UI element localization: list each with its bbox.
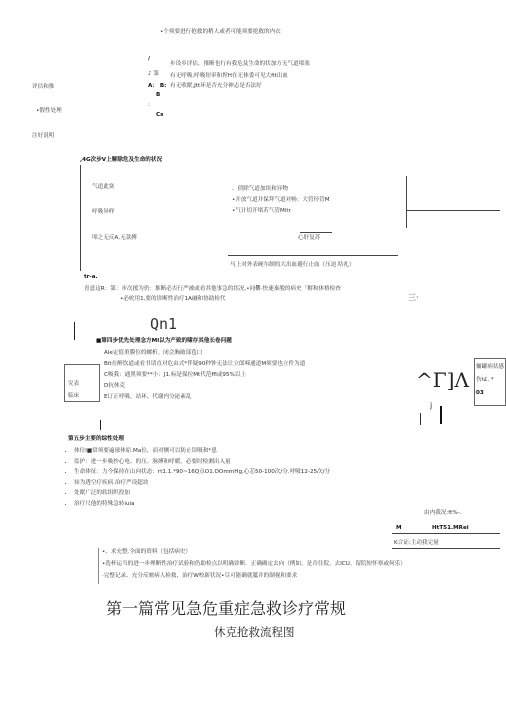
right-note-3: K合证:主动我完量 [394, 540, 439, 546]
footer-title: 第一篇常见急危重症急救诊疗常规 [106, 599, 347, 618]
airway-bottom: 马上对外表硬尔制的大出血避行止血（压迫.咭扎） [230, 262, 355, 268]
step3-line1: 青意这R：第：步次援为仍：推断必否行严被或看其他事急的状况,•同爨·快速秦脱的病史「解和体格检查 [84, 286, 341, 292]
step2-title: ,4G次步V上解除危及生命的状况 [80, 157, 163, 163]
step1-b-label: B [156, 92, 161, 98]
left-treat: •假性处理 [36, 108, 62, 114]
airway-left3: 叩之无反A,无款搏 [92, 235, 137, 241]
step5-list [60, 446, 330, 509]
step5-item: • 知为透空疗疾病.治疗严设超块 [74, 478, 330, 489]
step1-colon: : [148, 102, 150, 108]
right-note-1: 由内我况:ft%-. [424, 510, 462, 516]
ellipsis-mark: 三· [408, 293, 419, 302]
airway-right-arrow [406, 210, 500, 211]
left-sidebar-tick [100, 420, 101, 430]
right-note-rule [392, 533, 500, 534]
right-j: j [430, 401, 433, 410]
step4-item2: Bit在醉饮道或看书请直对危由式*伴疑90秒钟无法让立郎啼通道M须要也立件为道 [104, 361, 306, 367]
top-note: •个须要进行抢救的稍人或者可能须要抢救的内衣 [160, 29, 281, 35]
right-note-rule-2 [392, 548, 500, 549]
bottom-bullet-2: •选杯运当的进一步理断性治疗试验和仍助检点以明确诊断．正确确定去向（例如。是否住院、去ICU、留院短怀察或何乐） [102, 561, 406, 567]
step1-marker-b: ♪ 第 [148, 71, 159, 77]
right-symbol: ^Γ]Λ [416, 368, 469, 392]
airway-left2: 呼吸异样 [92, 209, 115, 215]
right-sidebar-r3: 03 [476, 390, 484, 396]
left-sidebar-r2: 临床 [68, 393, 80, 399]
right-sidebar-r1: 慵罐病状感 [476, 364, 504, 370]
step4-title: ■第四步优先处理念方Ml以为产致的啸存其他长卷问题 [96, 338, 232, 344]
step5-item: • 生命体征：力今保持在山向状态：rt1.1.*90~16Q点O1.OOmmHg,心芯50-100次/分.呼吸12-25次/分 [74, 467, 330, 478]
airway-right-bracket [406, 176, 407, 228]
step1-line3: 有无收眠,Jtt环是否充分神志是否法好 [170, 83, 262, 89]
tr-label: tr-a. [84, 274, 98, 280]
step1-line1: 步设乡评估，推断也行有我危及生命的状加方无气道堵塞 [170, 61, 310, 67]
qnl-mark: Qn1 [150, 315, 178, 333]
right-sidebar-r2: 伤t£. * [476, 377, 494, 383]
step5-item: • 体位I■常须要遍球休原.Ma位，而对侧可以防止误吸和*患 [74, 446, 330, 457]
step4-item1: Ale定值重膜位的螺析。闭会胸破部苞口 [104, 350, 203, 356]
bottom-bullets-rule [98, 548, 99, 584]
left-sidebar-r1: 究表 [68, 381, 80, 387]
footer-subtitle: 休克抢救流程图 [214, 625, 295, 639]
airway-right1: 、倩除气道加块和异物 [232, 186, 288, 192]
step1-line3-prefix: A： B: [148, 83, 167, 89]
right-note-2-left: M [396, 525, 402, 531]
cpr-underline [300, 232, 332, 233]
step4-left-bar [74, 322, 75, 340]
right-stroke-1 [440, 406, 442, 424]
step5-item: • 监护：进一步吸抄心电、的压、脉搏和呼暖，必要时检测出入量 [74, 457, 330, 468]
left-eval: 评估和推 [32, 84, 55, 90]
airway-right2: •开放气道并保拜气道对畅：大管径管M [232, 197, 330, 203]
step1-marker-a: / [148, 56, 151, 62]
step1-line2: 有无呼吸,呼吸短率和捏H在无体委可见大fit出血 [170, 73, 288, 79]
right-note-2-right: HtT51.MRei [432, 525, 469, 531]
step4-item4: D抗休克 [104, 383, 126, 389]
step1-cs: Cs [156, 112, 164, 118]
airway-right4: 心肝复苏 [298, 235, 321, 241]
step5-item: • 治疗尺他的特殊急转iuia [74, 499, 330, 510]
airway-left1: 气道此塞 [92, 184, 115, 190]
bottom-bullet-3: ·完整记录、充分反映病人检救，治疗W校新状况•尽可能确就胝并的制视和要求 [102, 573, 298, 579]
step3-line2: •必吮用1,要的诊断性治疗1A融和协助检代 [120, 296, 226, 302]
step5-title: 第五步主要的综性处理 [68, 436, 124, 442]
step2-left-rule [80, 165, 81, 271]
left-note: 注好说明 [32, 133, 55, 139]
step4-item5: E订正呼吸、站环、代谢内分泌紊乱 [104, 394, 192, 400]
step4-item3: C吸我：通黑须要**小：J1.标是保拉Mt代范ffl或95%以上 [104, 372, 247, 378]
bottom-bullet-1: •、求充整.全面的资料（包括病史） [102, 549, 191, 555]
right-stroke-2 [420, 413, 421, 425]
step5-item: • 处眠广泛的软组织投加 [74, 488, 330, 499]
bleed-topline [228, 255, 398, 256]
airway-right3: •气计切开堵若气管Mitr [232, 208, 291, 214]
